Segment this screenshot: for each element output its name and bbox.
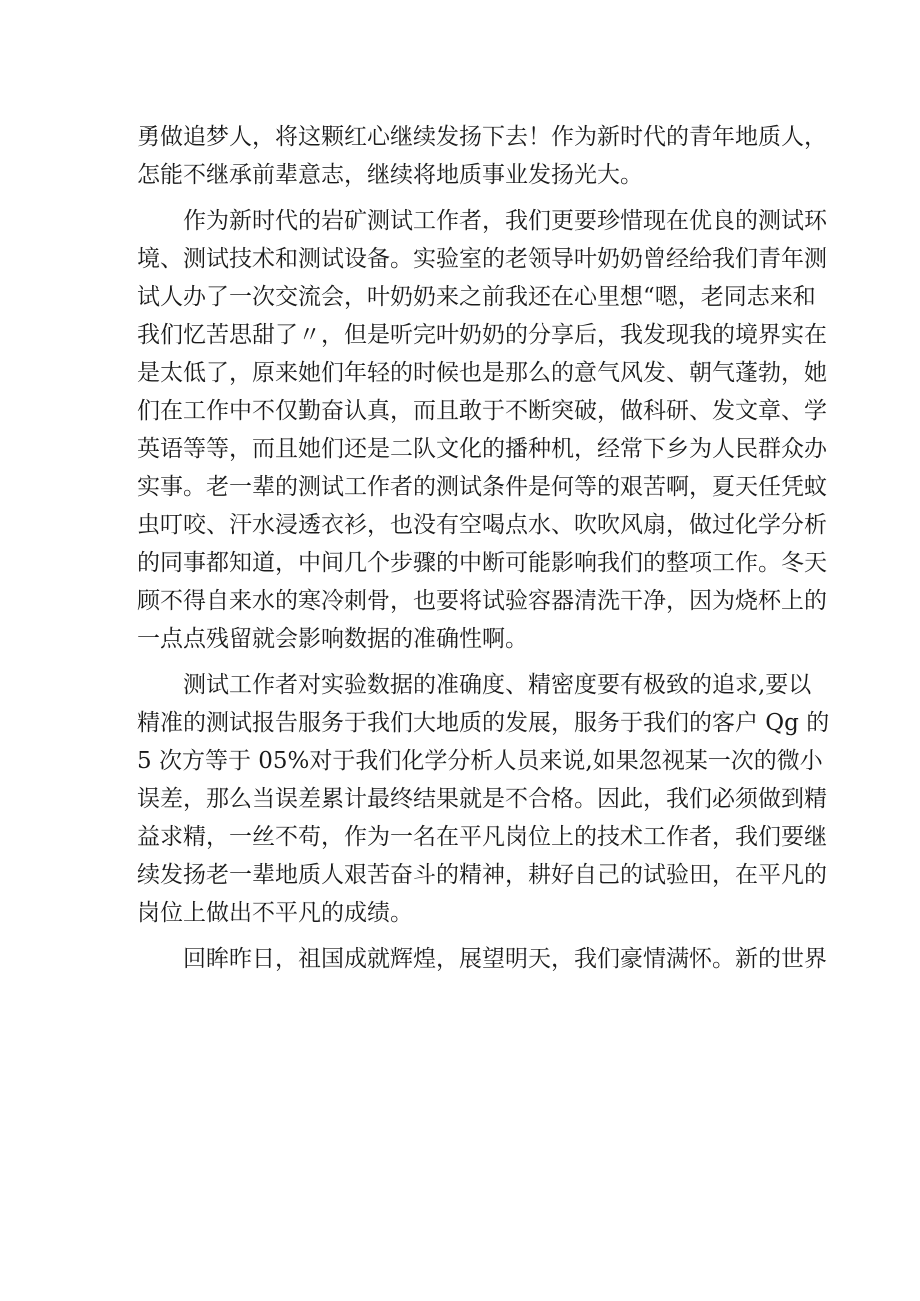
text-line: 精准的测试报告服务于我们大地质的发展，服务于我们的客户 Qg 的 bbox=[137, 710, 830, 736]
text-line: 虫叮咬、汗水浸透衣衫，也没有空喝点水、吹吹风扇，做过化学分析 bbox=[137, 512, 827, 538]
paragraph-2 bbox=[137, 202, 827, 658]
text-line: 回眸昨日，祖国成就辉煌，展望明天，我们豪情满怀。新的世界 bbox=[183, 946, 827, 972]
text-line: 英语等等，而且她们还是二队文化的播种机，经常下乡为人民群众办 bbox=[137, 436, 827, 462]
text-line: 境、测试技术和测试设备。实验室的老领导叶奶奶曾经给我们青年测 bbox=[137, 246, 827, 272]
document-body bbox=[137, 118, 830, 986]
text-line: 益求精，一丝不苟，作为一名在平凡岗位上的技术工作者，我们要继 bbox=[137, 824, 827, 850]
text-line: 岗位上做出不平凡的成绩。 bbox=[137, 900, 413, 926]
text-line: 是太低了，原来她们年轻的时候也是那么的意气风发、朝气蓬勃，她 bbox=[137, 360, 827, 386]
text-line: 5 次方等于 05%对于我们化学分析人员来说,如果忽视某一次的微小 bbox=[137, 748, 823, 774]
text-line: 试人办了一次交流会，叶奶奶来之前我还在心里想“嗯，老同志来和 bbox=[137, 284, 816, 310]
text-line: 误差，那么当误差累计最终结果就是不合格。因此，我们必须做到精 bbox=[137, 786, 827, 812]
text-line: 们在工作中不仅勤奋认真，而且敢于不断突破，做科研、发文章、学 bbox=[137, 398, 827, 424]
text-line: 一点点残留就会影响数据的准确性啊。 bbox=[137, 626, 528, 652]
paragraph-4 bbox=[137, 940, 827, 978]
text-line: 的同事都知道，中间几个步骤的中断可能影响我们的整项工作。冬天 bbox=[137, 550, 827, 576]
text-line: 测试工作者对实验数据的准确度、精密度要有极致的追求,要以 bbox=[183, 672, 812, 698]
text-line: 作为新时代的岩矿测试工作者，我们更要珍惜现在优良的测试环 bbox=[183, 208, 827, 234]
text-line: 勇做追梦人，将这颗红心继续发扬下去！作为新时代的青年地质人， bbox=[137, 124, 827, 150]
text-line: 怎能不继承前辈意志，继续将地质事业发扬光大。 bbox=[137, 162, 643, 188]
paragraph-1 bbox=[137, 118, 827, 194]
text-line: 实事。老一辈的测试工作者的测试条件是何等的艰苦啊，夏天任凭蚊 bbox=[137, 474, 827, 500]
text-line: 顾不得自来水的寒冷刺骨，也要将试验容器清洗干净，因为烧杯上的 bbox=[137, 588, 827, 614]
text-line: 我们忆苦思甜了〃，但是听完叶奶奶的分享后，我发现我的境界实在 bbox=[137, 322, 827, 348]
text-line: 续发扬老一辈地质人艰苦奋斗的精神，耕好自己的试验田，在平凡的 bbox=[137, 862, 827, 888]
paragraph-3 bbox=[137, 666, 830, 932]
